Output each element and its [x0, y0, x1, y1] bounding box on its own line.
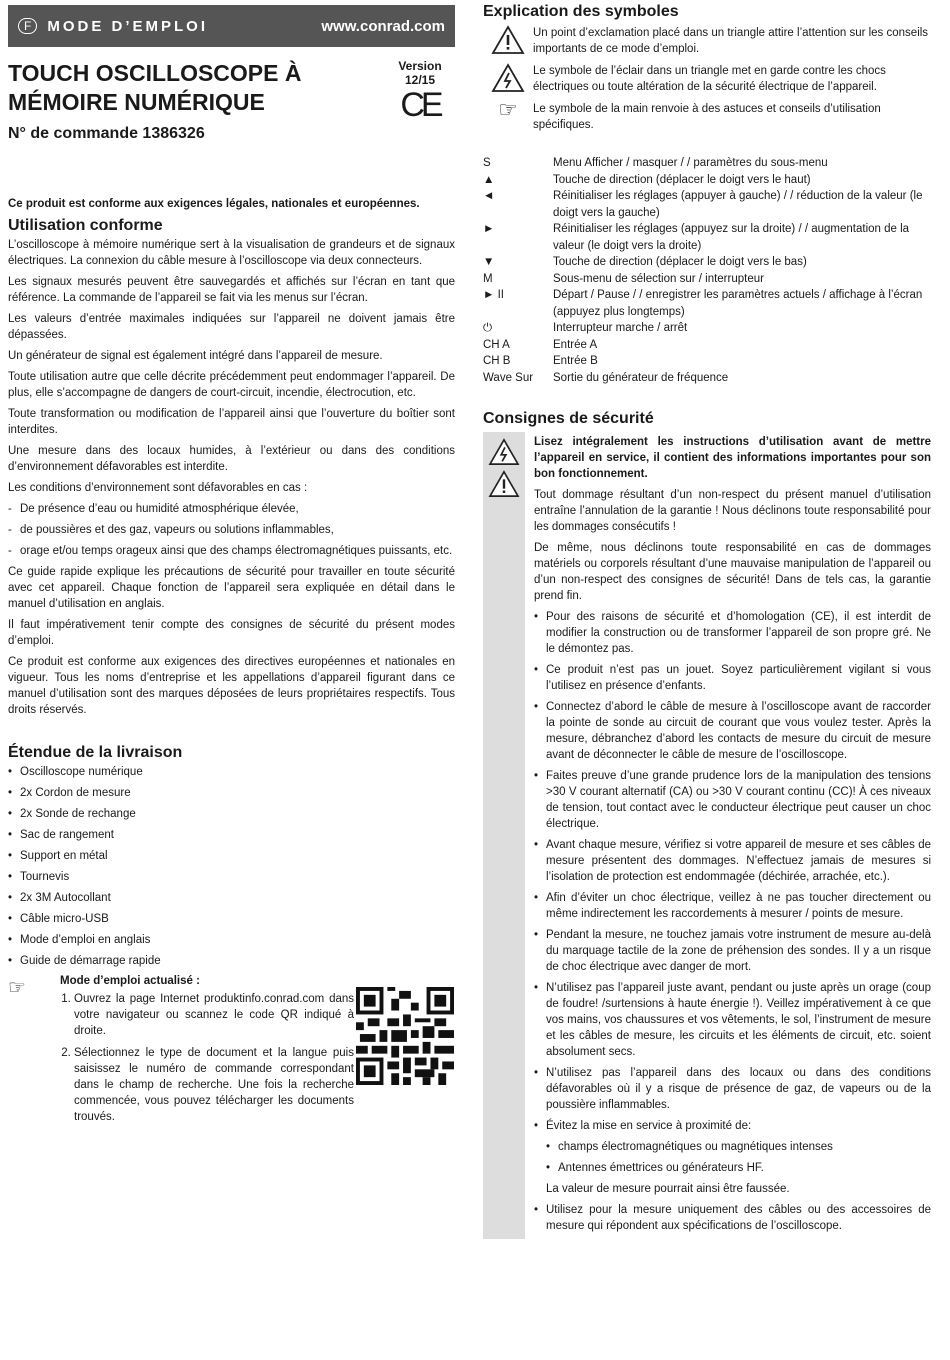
document-title: [8, 59, 328, 117]
list-item-text: Évitez la mise en service à proximité de:: [546, 1120, 752, 1132]
symbol-text: Le symbole de l’éclair dans un triangle met en garde contre les chocs électriques ou toute altération de la sécurité électrique de l’appareil.: [533, 65, 886, 93]
key-description: Départ / Pause / / enregistrer les paramètres actuels / affichage à l’écran (appuyez plus longtemps): [553, 289, 923, 318]
usage-p6: Toute transformation ou modification de l’appareil ainsi que l’ouverture du boîtier sont interdites.: [8, 408, 455, 436]
list-item: 1. Ouvrez la page Internet produktinfo.conrad.com dans votre navigateur ou scannez le code QR indiqué à droite.: [74, 991, 354, 1039]
hand-pointer-icon: ☞: [8, 977, 26, 999]
table-row: [483, 287, 931, 320]
list-item: - De présence d’eau ou humidité atmosphérique élevée,: [8, 501, 455, 517]
symbols-heading: Explication des symboles: [483, 3, 679, 20]
list-item: • Faites preuve d’une grande prudence lors de la manipulation des tensions >30 V courant alternatif (CA) ou >30 V courant continu (CC)! À ces niveaux de tension, tout contact avec le conducteur électrique peut causer un choc électrique.: [534, 768, 931, 832]
scope-heading: Étendue de la livraison: [8, 744, 183, 761]
key-label: ◄: [483, 190, 495, 202]
update-steps: [60, 991, 354, 1125]
list-item: • Pour des raisons de sécurité et d’homologation (CE), il est interdit de modifier la construction ou de transformer l’appareil de son propre gré. Ne le démontez pas.: [534, 609, 931, 657]
list-item: • N’utilisez pas l’appareil juste avant, pendant ou juste après un orage (coup de foudre! /surtensions à haute énergie !). Veillez impérativement à ce que vos mains, vos chaussures et vos vêtements, le sol, l’instrument de mesure et les câbles de mesure, les circuits et les éléments de circuit, etc. soient absolument secs.: [534, 980, 931, 1060]
version-block: [385, 59, 455, 123]
key-description: Réinitialiser les réglages (appuyez sur la droite) / / augmentation de la valeur (le doigt vers la droite): [553, 223, 910, 252]
power-icon: ⏻: [483, 322, 493, 334]
lightning-triangle-icon: [483, 63, 533, 93]
key-description: Entrée A: [553, 338, 598, 351]
usage-p1: L’oscilloscope à mémoire numérique sert à la visualisation de grandeurs et de signaux électriques. La connexion du câble mesure à l’oscilloscope via deux connecteurs.: [8, 239, 455, 267]
list-item: • 2x Sonde de rechange: [8, 806, 455, 822]
key-description: Touche de direction (déplacer le doigt vers le haut): [553, 173, 811, 186]
list-item: • 2x Cordon de mesure: [8, 785, 455, 801]
safety-bold: Lisez intégralement les instructions d’utilisation avant de mettre l’appareil en service, il contient des informations importantes pour son bon fonctionnement.: [534, 436, 931, 480]
key-label: M: [483, 272, 493, 285]
scope-list: [8, 764, 455, 969]
table-row: [483, 271, 931, 288]
symbol-text: Un point d’exclamation placé dans un triangle attire l’attention sur les conseils importants de ce mode d’emploi.: [533, 27, 929, 55]
intro-section: [8, 196, 455, 212]
key-label: CH A: [483, 338, 510, 351]
table-row: [483, 337, 931, 354]
list-item: • Câble micro-USB: [8, 911, 455, 927]
key-label: Wave Sur: [483, 371, 534, 384]
usage-p5: Toute utilisation autre que celle décrite précédemment peut endommager l’appareil. De plus, elle s’accompagne de dangers de court-circuit, incendie, électrocution, etc.: [8, 371, 455, 399]
safety-p2: De même, nous déclinons toute responsabilité en cas de dommages matériels ou corporels résultant d’une mauvaise manipulation de l’appareil ou d’un non-respect des consignes de sécurité! Dans de tels cas, la garantie prend fin.: [534, 542, 931, 602]
usage-p8: Les conditions d’environnement sont défavorables en cas :: [8, 482, 308, 494]
list-item: - orage et/ou temps orageux ainsi que des champs électromagnétiques puissants, etc.: [8, 543, 455, 559]
header-bar: [8, 5, 455, 47]
list-item: • Utilisez pour la mesure uniquement des câbles ou des accessoires de mesure qui répondent aux spécifications de l’oscilloscope.: [534, 1202, 931, 1234]
title-line-2: MÉMOIRE NUMÉRIQUE: [8, 89, 265, 115]
lightning-triangle-icon: [488, 438, 520, 466]
list-item: • Sac de rangement: [8, 827, 455, 843]
conditions-list: [8, 501, 455, 559]
symbol-row: [483, 97, 931, 133]
title-line-1: TOUCH OSCILLOSCOPE À: [8, 60, 302, 86]
usage-p9: Ce guide rapide explique les précautions de sécurité pour travailler en toute sécurité avec cet appareil. Chaque fonction de l’appareil sera expliquée en détail dans le manuel d’utilisation en anglais.: [8, 566, 455, 610]
after-sub-text: La valeur de mesure pourrait ainsi être faussée.: [546, 1183, 790, 1195]
key-label: CH B: [483, 355, 511, 367]
key-description: Sous-menu de sélection sur / interrupteur: [553, 272, 764, 285]
language-badge: F: [18, 18, 37, 34]
list-item: • Mode d’emploi en anglais: [8, 932, 455, 948]
left-column: [8, 0, 455, 1131]
table-row: [483, 155, 931, 172]
table-row: [483, 353, 931, 370]
key-description: Sortie du générateur de fréquence: [553, 371, 729, 384]
header-mode: MODE D’EMPLOI: [47, 17, 209, 35]
safety-list: [534, 609, 931, 1234]
list-item: • Pendant la mesure, ne touchez jamais votre instrument de mesure au-delà du marquage tactile de la zone de préhension des sondes. Il y a un risque de choc électrique avec danger de mort.: [534, 927, 931, 975]
list-item: • Ce produit n’est pas un jouet. Soyez particulièrement vigilant si vous l’utilisez en présence d’enfants.: [534, 662, 931, 694]
key-description: Réinitialiser les réglages (appuyer à gauche) / / réduction de la valeur (le doigt vers la gauche): [553, 190, 923, 219]
table-row: [483, 188, 931, 221]
keys-table: [483, 155, 931, 386]
list-item: - de poussières et des gaz, vapeurs ou solutions inflammables,: [8, 522, 455, 538]
symbol-row: [483, 25, 931, 57]
sub-list: [546, 1139, 931, 1176]
key-label: ▼: [483, 256, 495, 268]
key-description: Interrupteur marche / arrêt: [553, 322, 688, 334]
update-title: Mode d’emploi actualisé :: [60, 975, 200, 987]
order-number: N° de commande 1386326: [8, 125, 205, 142]
usage-p4: Un générateur de signal est également intégré dans l’appareil de mesure.: [8, 350, 383, 362]
symbol-row: [483, 63, 931, 95]
key-label: ►: [483, 223, 495, 235]
header-url[interactable]: www.conrad.com: [321, 17, 445, 35]
table-row: [483, 172, 931, 189]
list-item: • Tournevis: [8, 869, 455, 885]
key-label: S: [483, 157, 491, 169]
list-item: • champs électromagnétiques ou magnétiques intenses: [546, 1139, 931, 1155]
usage-p3: Les valeurs d’entrée maximales indiquées sur l’appareil ne doivent jamais être dépassées.: [8, 313, 455, 341]
list-item: • N’utilisez pas l’appareil dans des locaux ou dans des conditions défavorables où il y a risque de présence de gaz, de vapeurs ou de la poussière inflammables.: [534, 1065, 931, 1113]
qr-code-icon[interactable]: [356, 987, 454, 1085]
table-row: [483, 370, 931, 387]
update-section: [8, 975, 455, 1125]
exclamation-triangle-icon: [488, 470, 520, 498]
ce-mark-icon: CE: [400, 86, 440, 124]
list-item: 2. Sélectionnez le type de document et la langue puis saisissez le numéro de commande correspondant dans le champ de recherche. Une fois la recherche commencée, vous pouvez télécharger les documents trouvés.: [74, 1045, 354, 1125]
usage-p11: Ce produit est conforme aux exigences des directives européennes et nationales en vigueur. Tous les noms d’entreprise et les appellations d’appareil figurant dans ce manuel d’utilisation sont des marques déposées de leurs propriétaires respectifs. Tous droits réservés.: [8, 656, 455, 716]
key-description: Touche de direction (déplacer le doigt vers le bas): [553, 256, 807, 268]
usage-section: [8, 217, 455, 718]
version-label: Version 12/15: [398, 59, 442, 87]
list-item: • 2x 3M Autocollant: [8, 890, 455, 906]
exclamation-triangle-icon: [483, 25, 533, 55]
key-label: ► II: [483, 289, 504, 301]
key-label: ▲: [483, 173, 495, 186]
right-column: [483, 0, 931, 1239]
list-item: • Oscilloscope numérique: [8, 764, 455, 780]
safety-p1: Tout dommage résultant d’un non-respect du présent manuel d’utilisation entraîne l’annulation de la garantie ! Nous déclinons toute responsabilité pour les dommages consécutifs !: [534, 489, 931, 533]
key-description: Menu Afficher / masquer / / paramètres du sous-menu: [553, 157, 828, 169]
table-row: [483, 254, 931, 271]
intro-text: Ce produit est conforme aux exigences légales, nationales et européennes.: [8, 198, 420, 210]
safety-section: [483, 432, 931, 1239]
table-row: [483, 320, 931, 337]
list-item: • Connectez d’abord le câble de mesure à l’oscilloscope avant de raccorder la pointe de sonde au circuit de courant que vous voulez tester. Après la mesure, débranchez d’abord les contacts de mesure du circuit de mesure avant de déconnecter le câble de mesure de l’oscilloscope.: [534, 699, 931, 763]
scope-section: [8, 744, 455, 969]
list-item: • Guide de démarrage rapide: [8, 953, 455, 969]
safety-body: [525, 432, 931, 1239]
usage-p10: Il faut impérativement tenir compte des consignes de sécurité du présent modes d’emploi.: [8, 619, 455, 647]
table-row: [483, 221, 931, 254]
list-item: • Avant chaque mesure, vérifiez si votre appareil de mesure et ses câbles de mesure présentent des dommages. N’effectuez jamais de mesures si l’isolation de protection est endommagée (déchirée, arrachée, etc.).: [534, 837, 931, 885]
list-item: [534, 1118, 931, 1197]
usage-p2: Les signaux mesurés peuvent être sauvegardés et affichés sur l’écran en tant que référence. La commande de l’appareil se fait via les menus sur l’écran.: [8, 276, 455, 304]
list-item: • Support en métal: [8, 848, 455, 864]
list-item: • Afin d’éviter un choc électrique, veillez à ne pas toucher directement ou même indirectement les raccordements à mesurer / points de mesure.: [534, 890, 931, 922]
key-description: Entrée B: [553, 355, 598, 367]
safety-heading: Consignes de sécurité: [483, 410, 654, 427]
safety-sidebar: [483, 432, 525, 1239]
list-item: • Antennes émettrices ou générateurs HF.: [546, 1160, 931, 1176]
hand-pointer-icon: ☞: [498, 97, 518, 122]
usage-heading: Utilisation conforme: [8, 217, 163, 234]
usage-p7: Une mesure dans des locaux humides, à l’extérieur ou dans des conditions d’environnement défavorables est interdite.: [8, 445, 455, 473]
symbol-text: Le symbole de la main renvoie à des astuces et conseils d’utilisation spécifiques.: [533, 103, 881, 131]
title-block: [8, 59, 455, 154]
